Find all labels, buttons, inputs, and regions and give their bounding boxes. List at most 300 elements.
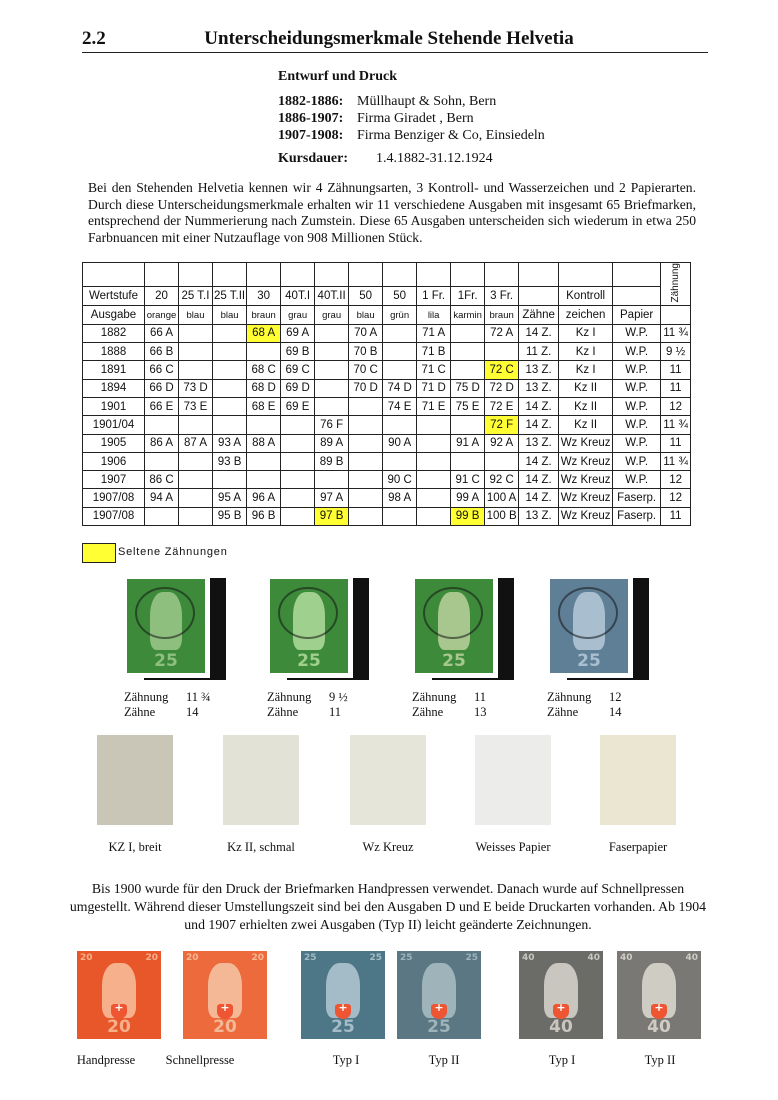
table-cell: 69 E (281, 397, 315, 415)
section-number: 2.2 (82, 28, 106, 49)
table-cell: 97 A (315, 489, 349, 507)
table-cell: 13 Z. (519, 507, 559, 525)
table-cell: 69 D (281, 379, 315, 397)
table-cell (315, 343, 349, 361)
table-header-cell: braun (247, 306, 281, 324)
table-cell: 88 A (247, 434, 281, 452)
stamp-back-caption: KZ I, breit (108, 840, 162, 854)
table-cell (179, 361, 213, 379)
table-cell: 9 ½ (661, 343, 691, 361)
table-cell: 74 D (383, 379, 417, 397)
stamp-value: 25 (577, 651, 601, 672)
table-cell: 91 A (451, 434, 485, 452)
corner-value: 20 (186, 953, 199, 963)
table-cell (417, 452, 451, 470)
table-header-cell: Kontroll (559, 286, 613, 306)
table-cell: 86 A (145, 434, 179, 452)
table-cell: 71 B (417, 343, 451, 361)
printing-example-caption: Typ II (644, 1053, 676, 1067)
table-cell (417, 434, 451, 452)
table-cell: 13 Z. (519, 434, 559, 452)
intro-paragraph: Bei den Stehenden Helvetia kennen wir 4 Zähnungsarten, 3 Kontroll- und Wasserzeichen und 2 Papierarten. Durch diese Unterscheidungsmerkmale erhalten wir 11 verschiedene Ausgaben mit insgesamt 65 Briefmarken, entsprechend der Nummerierung nach Zumstein. Diese 65 Ausgaben unterscheiden sich wiederum in etwa 250 Farbnuancen mit einer Nutzauflage von 908 Millionen Stück. (88, 180, 696, 245)
table-cell: 92 C (485, 471, 519, 489)
table-header-row (83, 306, 691, 324)
table-cell (315, 324, 349, 342)
table-cell (179, 471, 213, 489)
table-cell: 86 C (145, 471, 179, 489)
table-cell (213, 343, 247, 361)
table-cell: Wz Kreuz (559, 434, 613, 452)
table-header-cell: 30 (247, 286, 281, 306)
printing-example-stamp (514, 946, 608, 1044)
printing-example-caption: Typ I (548, 1053, 576, 1067)
table-cell (315, 361, 349, 379)
stamp-value: 25 (297, 651, 321, 672)
stamp-back-caption: Faserpapier (608, 840, 668, 854)
table-cell: 99 B (451, 507, 485, 525)
printing-example-caption: Typ II (428, 1053, 460, 1067)
table-cell (179, 452, 213, 470)
table-cell: Kz I (559, 361, 613, 379)
table-cell: W.P. (613, 361, 661, 379)
table-cell (247, 263, 281, 287)
table-cell: 74 E (383, 397, 417, 415)
table-cell (247, 471, 281, 489)
table-cell (247, 416, 281, 434)
table-cell (145, 507, 179, 525)
corner-value: 40 (685, 953, 698, 963)
table-cell: Kz II (559, 379, 613, 397)
stamp-back (92, 730, 178, 830)
table-cell (281, 452, 315, 470)
table-cell: 69 C (281, 361, 315, 379)
table-cell: 71 A (417, 324, 451, 342)
table-spacer-row (83, 263, 691, 287)
table-cell (559, 263, 613, 287)
table-row (83, 489, 691, 507)
table-cell: 66 D (145, 379, 179, 397)
table-cell: 75 D (451, 379, 485, 397)
perforation-stamp (545, 574, 633, 678)
table-cell: 11 Z. (519, 343, 559, 361)
table-cell (349, 507, 383, 525)
table-cell (613, 263, 661, 287)
printing-example-stamp (612, 946, 706, 1044)
table-cell (349, 416, 383, 434)
printing-example-stamp (72, 946, 166, 1044)
stamp-back-caption: Kz II, schmal (227, 840, 295, 854)
table-cell: 1894 (83, 379, 145, 397)
corner-value: 25 (465, 953, 478, 963)
table-header-cell: 40T.I (281, 286, 315, 306)
perforation-caption: Zähnung 12 Zähne 14 (547, 690, 622, 719)
table-header-cell: 1 Fr. (417, 286, 451, 306)
printing-example-caption: Handpresse (76, 1053, 136, 1067)
table-cell: 1907/08 (83, 489, 145, 507)
table-header-cell: blau (179, 306, 213, 324)
stamp-value: 20 (213, 1017, 237, 1038)
table-cell: Wz Kreuz (559, 489, 613, 507)
table-cell (315, 379, 349, 397)
table-cell: W.P. (613, 343, 661, 361)
table-cell: 11 (661, 379, 691, 397)
table-cell (383, 324, 417, 342)
table-cell: Kz I (559, 343, 613, 361)
postmark-cancel (558, 587, 618, 640)
stamp-back-caption: Wz Kreuz (362, 840, 414, 854)
perforation-caption: Zähnung 11 ¾ Zähne 14 (124, 690, 211, 719)
table-cell: 11 ¾ (661, 416, 691, 434)
table-row (83, 324, 691, 342)
table-cell: 95 B (213, 507, 247, 525)
table-header-cell (519, 286, 559, 306)
table-cell: 72 F (485, 416, 519, 434)
table-cell: 14 Z. (519, 489, 559, 507)
table-cell: 70 D (349, 379, 383, 397)
table-header-cell: karmin (451, 306, 485, 324)
corner-value: 20 (251, 953, 264, 963)
table-cell (281, 489, 315, 507)
table-cell (213, 361, 247, 379)
kursdauer: Kursdauer: 1.4.1882-31.12.1924 (278, 151, 493, 166)
table-header-cell: 25 T.II (213, 286, 247, 306)
table-cell (451, 416, 485, 434)
perforation-caption: Zähnung 9 ½ Zähne 11 (267, 690, 348, 719)
table-cell (213, 263, 247, 287)
table-cell: 11 (661, 434, 691, 452)
printing-example-caption: Typ I (332, 1053, 360, 1067)
table-row (83, 434, 691, 452)
table-cell: 97 B (315, 507, 349, 525)
table-cell: 13 Z. (519, 361, 559, 379)
table-cell: 95 A (213, 489, 247, 507)
table-cell: 1907/08 (83, 507, 145, 525)
table-cell: 89 A (315, 434, 349, 452)
table-cell: 12 (661, 489, 691, 507)
table-cell: 68 A (247, 324, 281, 342)
table-cell: 1905 (83, 434, 145, 452)
table-cell (417, 489, 451, 507)
printing-paragraph: Bis 1900 wurde für den Druck der Briefmarken Handpressen verwendet. Danach wurde auf Schnellpressen umgestellt. Während dieser Umstellungszeit sind bei den Ausgaben D und E beide Druckarten vorhanden. Ab 1904 und 1907 erhielten zwei Ausgaben (Typ II) leicht geänderte Zeichnungen. (69, 881, 707, 932)
table-cell (145, 452, 179, 470)
table-cell (383, 416, 417, 434)
table-cell (383, 263, 417, 287)
stamp-back (345, 730, 431, 830)
table-cell (417, 471, 451, 489)
zaehnung-header (661, 263, 691, 306)
table-cell: 1907 (83, 471, 145, 489)
table-cell (247, 343, 281, 361)
table-row (83, 416, 691, 434)
table-row (83, 379, 691, 397)
table-cell: 11 ¾ (661, 452, 691, 470)
table-cell: 71 E (417, 397, 451, 415)
table-cell: 1888 (83, 343, 145, 361)
perforation-stamp (265, 574, 353, 678)
table-cell: 94 A (145, 489, 179, 507)
page-title: Unterscheidungsmerkmale Stehende Helvetia (204, 28, 574, 49)
table-cell: 100 B (485, 507, 519, 525)
legend-label: Seltene Zähnungen (118, 546, 228, 558)
table-cell (179, 263, 213, 287)
stamp-back (218, 730, 304, 830)
table-cell: W.P. (613, 416, 661, 434)
design-info (278, 68, 545, 167)
table-cell: 98 A (383, 489, 417, 507)
table-header-cell: 50 (349, 286, 383, 306)
issues-table (82, 262, 691, 526)
table-cell: 12 (661, 397, 691, 415)
table-header-row (83, 286, 691, 306)
table-cell: 11 (661, 507, 691, 525)
stamp-value: 25 (331, 1017, 355, 1038)
stamp-value: 20 (107, 1017, 131, 1038)
table-cell (349, 489, 383, 507)
corner-value: 40 (587, 953, 600, 963)
table-cell (281, 263, 315, 287)
perforation-stamp (410, 574, 498, 678)
table-cell: 69 B (281, 343, 315, 361)
table-cell (315, 397, 349, 415)
printing-example-stamp (178, 946, 272, 1044)
table-cell (417, 416, 451, 434)
postmark-cancel (135, 587, 195, 640)
table-cell (83, 263, 145, 287)
corner-value: 40 (522, 953, 535, 963)
table-cell (349, 434, 383, 452)
table-cell (349, 452, 383, 470)
table-cell (451, 324, 485, 342)
table-header-cell: Zähne (519, 306, 559, 324)
table-cell: Wz Kreuz (559, 471, 613, 489)
table-cell (349, 471, 383, 489)
table-cell: 69 A (281, 324, 315, 342)
table-cell (281, 471, 315, 489)
table-cell (179, 343, 213, 361)
table-cell (451, 343, 485, 361)
table-cell: 96 B (247, 507, 281, 525)
printing-example-stamp (296, 946, 390, 1044)
table-cell: 72 E (485, 397, 519, 415)
table-cell (485, 452, 519, 470)
table-cell (451, 361, 485, 379)
table-cell: 66 A (145, 324, 179, 342)
table-header-cell: grau (281, 306, 315, 324)
table-cell: 92 A (485, 434, 519, 452)
table-cell (451, 452, 485, 470)
table-cell: 72 A (485, 324, 519, 342)
table-cell: 100 A (485, 489, 519, 507)
table-cell (247, 452, 281, 470)
table-header-cell: 40T.II (315, 286, 349, 306)
table-cell (661, 306, 691, 324)
table-cell: Kz II (559, 397, 613, 415)
table-cell (519, 263, 559, 287)
table-cell: 14 Z. (519, 397, 559, 415)
table-cell: 14 Z. (519, 471, 559, 489)
table-cell: 11 (661, 361, 691, 379)
table-cell (281, 416, 315, 434)
stamp-back (595, 730, 681, 830)
table-header-cell: 1Fr. (451, 286, 485, 306)
table-cell: 70 C (349, 361, 383, 379)
table-cell: 75 E (451, 397, 485, 415)
table-header-cell: Wertstufe (83, 286, 145, 306)
table-cell: 66 C (145, 361, 179, 379)
table-row (83, 397, 691, 415)
table-cell: 66 E (145, 397, 179, 415)
table-cell (349, 397, 383, 415)
table-cell: 14 Z. (519, 324, 559, 342)
table-header-cell: 3 Fr. (485, 286, 519, 306)
table-cell (213, 379, 247, 397)
table-cell (485, 343, 519, 361)
perforation-stamp (122, 574, 210, 678)
table-cell: W.P. (613, 452, 661, 470)
table-cell: 89 B (315, 452, 349, 470)
table-cell: 99 A (451, 489, 485, 507)
table-row (83, 471, 691, 489)
table-cell: 68 D (247, 379, 281, 397)
table-cell: 93 A (213, 434, 247, 452)
postmark-cancel (423, 587, 483, 640)
table-cell: W.P. (613, 471, 661, 489)
table-cell: 70 B (349, 343, 383, 361)
table-cell: 72 C (485, 361, 519, 379)
zaehnung-header-label: Zähnung (670, 263, 682, 303)
table-cell (213, 471, 247, 489)
table-cell: Kz I (559, 324, 613, 342)
table-header-cell: Papier (613, 306, 661, 324)
table-cell (349, 263, 383, 287)
table-cell (451, 263, 485, 287)
table-cell: 72 D (485, 379, 519, 397)
table-row (83, 343, 691, 361)
table-cell (315, 471, 349, 489)
table-cell (383, 361, 417, 379)
table-cell: 73 D (179, 379, 213, 397)
table-cell: 13 Z. (519, 379, 559, 397)
stamp-back-caption: Weisses Papier (475, 840, 551, 854)
table-cell: 96 A (247, 489, 281, 507)
stamp-value: 25 (442, 651, 466, 672)
table-cell: Faserp. (613, 489, 661, 507)
stamp-back (470, 730, 556, 830)
table-cell: W.P. (613, 324, 661, 342)
table-cell: 71 C (417, 361, 451, 379)
table-cell: Wz Kreuz (559, 507, 613, 525)
table-cell: 12 (661, 471, 691, 489)
table-cell: 71 D (417, 379, 451, 397)
table-cell (383, 507, 417, 525)
postmark-cancel (278, 587, 338, 640)
table-header-cell: grün (383, 306, 417, 324)
corner-value: 20 (80, 953, 93, 963)
design-heading: Entwurf und Druck (278, 69, 398, 84)
table-cell: 1901 (83, 397, 145, 415)
table-row (83, 452, 691, 470)
stamp-value: 40 (549, 1017, 573, 1038)
table-cell: 73 E (179, 397, 213, 415)
table-cell: Wz Kreuz (559, 452, 613, 470)
table-header-cell: 25 T.I (179, 286, 213, 306)
corner-value: 25 (400, 953, 413, 963)
table-cell: 66 B (145, 343, 179, 361)
table-header-cell: 20 (145, 286, 179, 306)
table-cell (179, 416, 213, 434)
table-cell: 68 C (247, 361, 281, 379)
table-cell (145, 263, 179, 287)
table-cell (213, 416, 247, 434)
table-header-cell: braun (485, 306, 519, 324)
table-cell (315, 263, 349, 287)
design-row: 1882-1886: Müllhaupt & Sohn, Bern (278, 94, 497, 109)
table-cell: 14 Z. (519, 416, 559, 434)
table-cell: 91 C (451, 471, 485, 489)
stamp-value: 25 (154, 651, 178, 672)
table-cell (213, 324, 247, 342)
design-row: 1886-1907: Firma Giradet , Bern (278, 111, 474, 126)
table-header-cell: blau (213, 306, 247, 324)
table-cell: W.P. (613, 397, 661, 415)
table-cell (383, 452, 417, 470)
printing-example-stamp (392, 946, 486, 1044)
perforation-caption: Zähnung 11 Zähne 13 (412, 690, 487, 719)
table-cell: 14 Z. (519, 452, 559, 470)
table-row (83, 361, 691, 379)
table-cell: 76 F (315, 416, 349, 434)
legend-swatch (82, 543, 116, 563)
table-cell (179, 324, 213, 342)
table-cell: Faserp. (613, 507, 661, 525)
table-cell (145, 416, 179, 434)
table-cell: 1891 (83, 361, 145, 379)
table-cell (485, 263, 519, 287)
table-cell (383, 343, 417, 361)
table-cell: 93 B (213, 452, 247, 470)
corner-value: 25 (369, 953, 382, 963)
printing-example-caption: Schnellpresse (165, 1053, 235, 1067)
table-header-cell: orange (145, 306, 179, 324)
table-cell: 70 A (349, 324, 383, 342)
stamp-value: 25 (427, 1017, 451, 1038)
table-cell: 90 A (383, 434, 417, 452)
header-divider (82, 52, 708, 53)
table-cell: 1906 (83, 452, 145, 470)
table-cell: 11 ¾ (661, 324, 691, 342)
table-cell (213, 397, 247, 415)
table-cell: Kz II (559, 416, 613, 434)
table-cell (179, 507, 213, 525)
table-cell: 1901/04 (83, 416, 145, 434)
table-cell: 87 A (179, 434, 213, 452)
table-cell (179, 489, 213, 507)
table-header-cell (613, 286, 661, 306)
table-header-cell: lila (417, 306, 451, 324)
table-cell: W.P. (613, 379, 661, 397)
table-cell (417, 507, 451, 525)
table-cell (281, 507, 315, 525)
stamp-value: 40 (647, 1017, 671, 1038)
table-row (83, 507, 691, 525)
table-cell (417, 263, 451, 287)
table-header-cell: blau (349, 306, 383, 324)
table-cell: 68 E (247, 397, 281, 415)
table-header-cell: 50 (383, 286, 417, 306)
design-row: 1907-1908: Firma Benziger & Co, Einsiedeln (278, 128, 545, 143)
corner-value: 40 (620, 953, 633, 963)
corner-value: 20 (145, 953, 158, 963)
